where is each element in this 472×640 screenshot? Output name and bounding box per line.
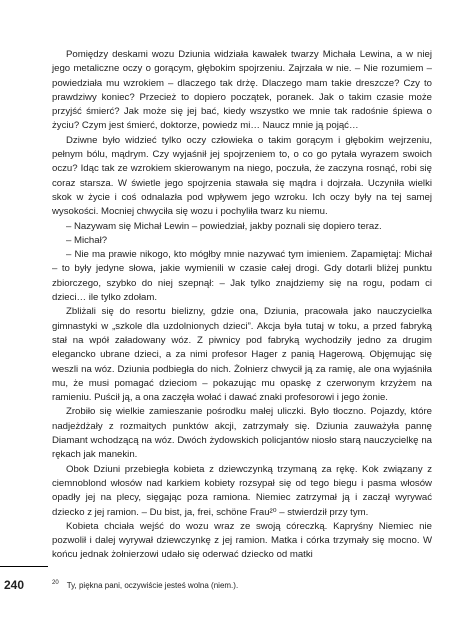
paragraph: Zbliżali się do resortu bielizny, gdzie ona, Dziunia, pracowała jako nauczycielka gimnastyki w „szkole dla uzdolnionych dzieci”. Akcja była tutaj w toku, a przed fabryką stał na wpół załadowany wóz. Z piwnicy pod fabryką wychodziły jedno za drugim elegancko ubrane dzieci, a za nimi profesor Hager z panią Hagerową. Objęmując się weszli na wóz. Dziunia podbiegła do nich. Żołnierz chwycił ją za ramię, ale ona wyjaśniła mu, że musi pomagać dzieciom – pokazując mu opaskę z czerwonym krzyżem na ramieniu. Puścił ją, a ona zaczęła wołać i dawać znaki profesorowi i jego żonie. [52,306,432,404]
footnote-divider [0,566,48,567]
footnote-text: Ty, piękna pani, oczywiście jesteś wolna (niem.). [66,581,239,590]
paragraph: Obok Dziuni przebiegła kobieta z dziewczynką trzymaną za rękę. Kok związany z ciemnoblond włosów nad karkiem kobiety rozsypał się od tego biegu i pasma włosów opadły jej na plecy, sięgając poza ramiona. Niemiec zatrzymał ją i zaczął wyrywać dziecko z jej ramion. – Du bist, ja, frei, schöne Frau²⁰ – stwierdził przy tym. [52,463,432,518]
paragraph: Kobieta chciała wejść do wozu wraz ze swoją córeczką. Kapryśny Niemiec nie pozwolił i dalej wyrywał dziewczynkę z jej ramion. Matka i córka trzymały się mocno. W końcu jednak żołnierzowi udało się oderwać dziecko od matki [52,520,432,561]
paragraph: – Nazywam się Michał Lewin – powiedział, jakby poznali się dopiero teraz. [66,220,382,232]
main-text [52,48,432,563]
paragraph: – Michał? [66,234,108,246]
footnote [52,580,432,591]
paragraph: – Nie ma prawie nikogo, kto mógłby mnie nazywać tym imieniem. Zapamiętaj: Michał – to były jedyne słowa, jakie wymienili w czasie całej drogi. Gdy dotarli bliżej punktu zbiorczego, szybko do niej szepnął: – Jak tylko znajdziemy się na rogu, podam ci dzieci… ile tylko zdołam. [52,249,432,304]
footnote-number: 20 [52,580,59,587]
paragraph: Dziwne było widzieć tylko oczy człowieka o takim gorącym i głębokim wejrzeniu, pełnym bólu, mądrym. Czy wyjaśnił jej spojrzeniem to, o co go pytała wyrazem swoich oczu? Idąc tak ze wzrokiem skierowanym na niego, poczuła, że zaczyna rosnąć, robi się coraz starsza. W świetle jego spojrzenia stawała się mądra i dojrzała. Uczyniła wielki skok w życie i coś odnalazła pod wpływem jego wzroku. Ich oczy były na tej samej wysokości. Mocniej chwyciła się wozu i pochyliła twarz ku niemu. [52,134,432,218]
paragraph: Zrobiło się wielkie zamieszanie pośrodku małej uliczki. Było tłoczno. Pojazdy, które nadjeżdżały z rozmaitych punktów akcji, zatrzymały się. Dziunia zauważyła pannę Diamant wchodzącą na wóz. Dwóch żydowskich policjantów niosło starą nauczycielkę na rękach jak manekin. [52,406,432,461]
paragraph: Pomiędzy deskami wozu Dziunia widziała kawałek twarzy Michała Lewina, a w niej jego metaliczne oczy o gorącym, głębokim spojrzeniu. Zajrzała w nie. – Nie rozumiem – powiedziała mu wzrokiem – dlaczego tak drżę. Dlaczego mam takie dreszcze? Czy to prawdziwy koniec? Przecież to dopiero początek, poranek. Jak o takim czasie może przyjść śmierć? Jak może się jej bać, kiedy wszystko we mnie tak radośnie śpiewa o życiu? Czym jest śmierć, doktorze, powiedz mi… Naucz mnie ją pojąć… [52,49,432,132]
page-number: 240 [4,578,25,592]
